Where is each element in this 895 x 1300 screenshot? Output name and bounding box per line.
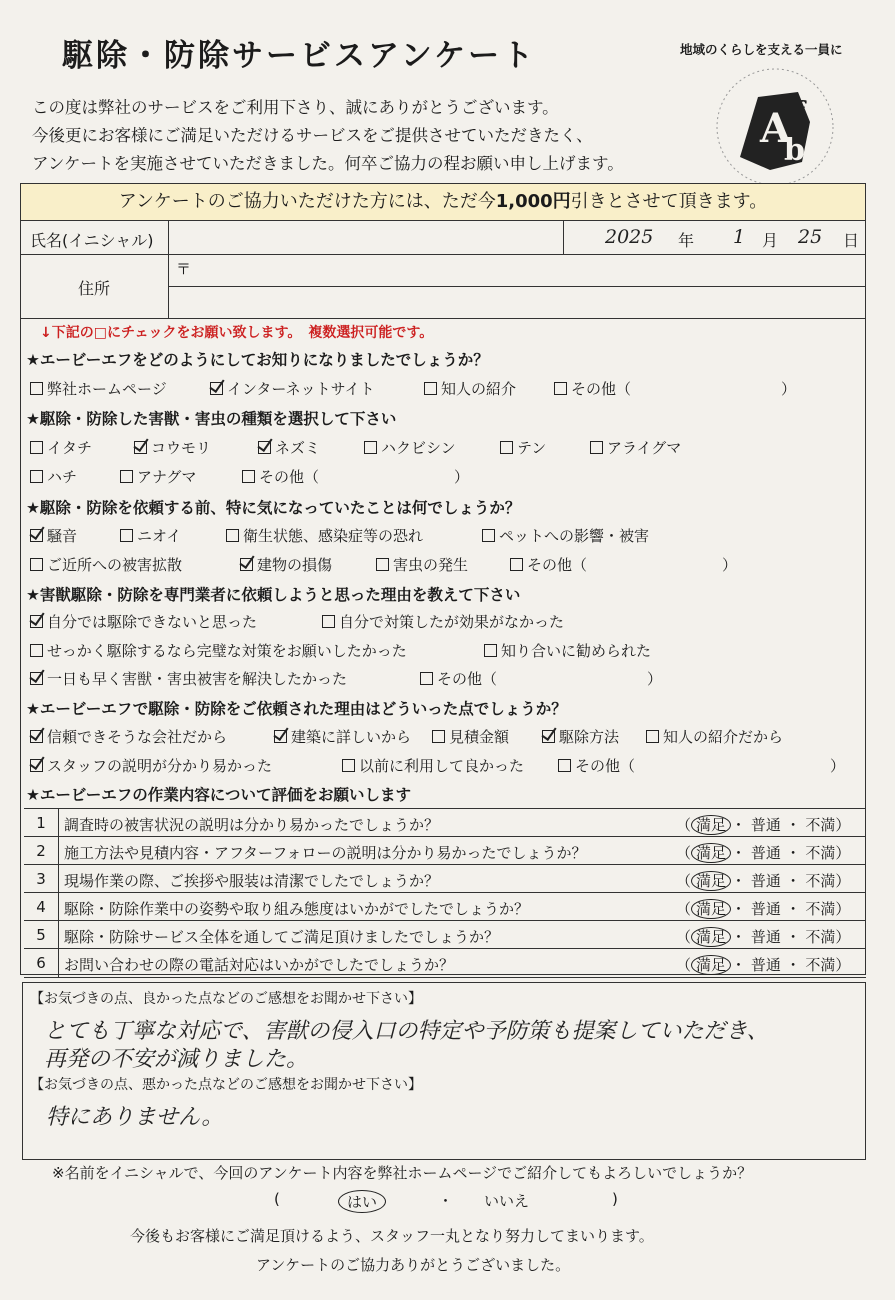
option-label: アナグマ <box>137 468 197 486</box>
option-label: ペットへの影響・被害 <box>499 527 650 545</box>
day-label: 日 <box>843 231 860 250</box>
option-row <box>30 611 860 631</box>
checkbox-icon <box>420 672 433 685</box>
checkbox-icon <box>376 558 389 571</box>
option-label: 建築に詳しいから <box>291 728 412 746</box>
option-label: スタッフの説明が分かり易かった <box>47 757 273 775</box>
check-notice: ↓下記の□にチェックをお願い致します。 複数選択可能です。 <box>40 325 434 341</box>
checkbox-option[interactable] <box>558 755 845 776</box>
checkbox-option[interactable] <box>134 437 211 458</box>
option-label: ネズミ <box>275 439 321 457</box>
checkbox-icon <box>120 529 133 542</box>
checkbox-icon <box>30 470 43 483</box>
bad-comments-label: 【お気づきの点、悪かった点などのご感想をお聞かせ下さい】 <box>30 1077 422 1093</box>
checked-checkbox-icon <box>30 615 43 628</box>
row-number: 2 <box>36 842 46 860</box>
option-label: 一日も早く害獣・害虫被害を解決したかった <box>47 670 348 688</box>
checked-checkbox-icon <box>30 759 43 772</box>
consent-question: ※名前をイニシャルで、今回のアンケート内容を弊社ホームページでご紹介してもよろしいでしょうか？ <box>52 1164 753 1182</box>
checkbox-option[interactable] <box>30 378 167 399</box>
intro-text <box>32 94 624 178</box>
checkbox-icon <box>364 441 377 454</box>
option-label: 弊社ホームページ <box>47 380 167 398</box>
discount-banner <box>21 184 865 221</box>
evaluation-row <box>24 892 866 921</box>
rating-option[interactable]: 不満 <box>805 844 836 862</box>
rating-option[interactable]: 不満 <box>805 872 836 890</box>
option-label: 自分で対策したが効果がなかった <box>339 613 565 631</box>
checked-checkbox-icon <box>542 730 555 743</box>
page-title: 駆除・防除サービスアンケート <box>62 38 537 74</box>
checkbox-option[interactable] <box>30 668 347 689</box>
checkbox-option[interactable] <box>226 525 423 546</box>
checked-checkbox-icon <box>134 441 147 454</box>
checkbox-option[interactable] <box>420 668 662 689</box>
evaluation-row <box>24 864 866 893</box>
checkbox-option[interactable] <box>30 525 77 546</box>
evaluation-question: 駆除・防除サービス全体を通してご満足頂けましたでしょうか？ <box>64 928 500 946</box>
rating-option[interactable]: 普通 <box>750 956 781 974</box>
option-label: ご近所への被害拡散 <box>47 556 183 574</box>
checkbox-option[interactable] <box>30 640 407 661</box>
option-label: 駆除方法 <box>559 728 620 746</box>
row-number: 1 <box>36 814 46 832</box>
date-day: 25 <box>798 226 823 248</box>
checkbox-option[interactable] <box>30 554 182 575</box>
checkbox-icon <box>500 441 513 454</box>
postal-mark: 〒 <box>176 260 192 278</box>
option-row <box>30 668 860 688</box>
checkbox-icon <box>646 730 659 743</box>
evaluation-heading: ★エービーエフの作業内容について評価をお願いします <box>26 786 411 804</box>
rating-option[interactable]: 不満 <box>805 816 836 834</box>
svg-text:f: f <box>794 97 806 127</box>
rating-options[interactable]: （ 満足 ・ 普通 ・ 不満） <box>676 844 851 862</box>
checkbox-option[interactable] <box>432 726 509 747</box>
rating-options[interactable]: （ 満足 ・ 普通 ・ 不満） <box>676 900 851 918</box>
good-comments-label: 【お気づきの点、良かった点などのご感想をお聞かせ下さい】 <box>30 991 422 1007</box>
svg-text:b: b <box>784 133 805 168</box>
option-label: 見積金額 <box>449 728 510 746</box>
consent-yes-selected[interactable]: はい <box>338 1190 386 1213</box>
checkbox-option[interactable] <box>240 554 332 575</box>
question-heading: ★害獣駆除・防除を専門業者に依頼しようと思った理由を教えて下さい <box>26 586 521 604</box>
option-label: その他（ ） <box>437 670 663 688</box>
option-label: ハチ <box>47 468 78 486</box>
rating-option[interactable]: 普通 <box>750 928 781 946</box>
checked-checkbox-icon <box>274 730 287 743</box>
month-label: 月 <box>762 231 779 250</box>
checkbox-icon <box>554 382 567 395</box>
banner-amount: 1,000円 <box>495 191 571 212</box>
rating-option[interactable]: 普通 <box>750 872 781 890</box>
address-label: 住所 <box>78 279 111 298</box>
option-label: ハクビシン <box>381 439 456 457</box>
checkbox-option[interactable] <box>30 726 227 747</box>
checkbox-option[interactable] <box>242 466 469 487</box>
name-label: 氏名(イニシャル) <box>30 231 154 250</box>
option-label: 騒音 <box>47 527 78 545</box>
checkbox-icon <box>30 441 43 454</box>
evaluation-question: 調査時の被害状況の説明は分かり易かったでしょうか？ <box>64 816 440 834</box>
intro-line: 今後更にお客様にご満足いただけるサービスをご提供させていただきたく、 <box>32 126 593 145</box>
abf-logo-icon <box>710 62 840 192</box>
checkbox-option[interactable] <box>424 378 516 399</box>
option-label: その他（ ） <box>259 468 470 486</box>
option-row <box>30 525 860 545</box>
year-label: 年 <box>678 231 695 250</box>
option-label: 以前に利用して良かった <box>359 757 525 775</box>
evaluation-row <box>24 808 866 837</box>
checkbox-option[interactable] <box>590 437 681 458</box>
row-divider <box>168 286 865 287</box>
option-label: その他（ ） <box>575 757 846 775</box>
option-row <box>30 755 860 775</box>
checkbox-option[interactable] <box>510 554 737 575</box>
question-heading: ★エービーエフで駆除・防除をご依頼された理由はどういった点でしょうか？ <box>26 700 567 718</box>
good-comment-line: 再発の不安が減りました。 <box>44 1047 309 1072</box>
question-heading: ★エービーエフをどのようにしてお知りになりましたでしょうか？ <box>26 351 489 369</box>
option-label: 建物の損傷 <box>257 556 333 574</box>
checkbox-option[interactable] <box>30 755 272 776</box>
option-row <box>30 640 860 660</box>
rating-selected[interactable]: 満足 <box>691 843 731 863</box>
checkbox-icon <box>120 470 133 483</box>
rating-option[interactable]: 不満 <box>805 900 836 918</box>
option-label: ニオイ <box>137 527 182 545</box>
rating-selected[interactable]: 満足 <box>691 899 731 919</box>
row-number: 5 <box>36 926 46 944</box>
checked-checkbox-icon <box>30 672 43 685</box>
option-row <box>30 726 860 746</box>
row-number: 6 <box>36 954 46 972</box>
checked-checkbox-icon <box>210 382 223 395</box>
option-label: 知り合いに勧められた <box>501 642 652 660</box>
option-row <box>30 554 860 574</box>
checkbox-icon <box>484 644 497 657</box>
question-heading: ★駆除・防除を依頼する前、特に気になっていたことは何でしょうか？ <box>26 499 521 517</box>
checkbox-option[interactable] <box>30 611 257 632</box>
checkbox-icon <box>510 558 523 571</box>
option-label: その他（ ） <box>527 556 738 574</box>
checkbox-icon <box>482 529 495 542</box>
checkbox-option[interactable] <box>542 726 619 747</box>
rating-option[interactable]: 普通 <box>750 816 781 834</box>
rating-options[interactable]: （ 満足 ・ 普通 ・ 不満） <box>676 928 851 946</box>
checkbox-option[interactable] <box>342 755 524 776</box>
banner-pre: アンケートのご協力いただけた方には、ただ今 <box>118 191 496 212</box>
checkbox-option[interactable] <box>364 437 456 458</box>
checkbox-option[interactable] <box>210 378 375 399</box>
checkbox-icon <box>30 644 43 657</box>
evaluation-row <box>24 920 866 949</box>
row-number: 3 <box>36 870 46 888</box>
row-number: 4 <box>36 898 46 916</box>
evaluation-question: 施工方法や見積内容・アフターフォローの説明は分かり易かったでしょうか？ <box>64 844 587 862</box>
option-label: その他（ ） <box>571 380 797 398</box>
checkbox-option[interactable] <box>500 437 546 458</box>
rating-selected[interactable]: 満足 <box>691 927 731 947</box>
closing-line: 今後もお客様にご満足頂けるよう、スタッフ一丸となり努力してまいります。 <box>130 1227 654 1245</box>
checkbox-icon <box>432 730 445 743</box>
option-label: 害虫の発生 <box>393 556 469 574</box>
rating-option[interactable]: 不満 <box>805 928 836 946</box>
rating-option[interactable]: 不満 <box>805 956 836 974</box>
checkbox-icon <box>342 759 355 772</box>
option-label: コウモリ <box>151 439 212 457</box>
rating-options[interactable]: （ 満足 ・ 普通 ・ 不満） <box>676 872 851 890</box>
checked-checkbox-icon <box>30 730 43 743</box>
checkbox-option[interactable] <box>30 437 92 458</box>
banner-post: 引きとさせて頂きます。 <box>570 191 768 212</box>
checkbox-option[interactable] <box>484 640 651 661</box>
rating-options[interactable]: （ 満足 ・ 普通 ・ 不満） <box>676 816 851 834</box>
rating-option[interactable]: 普通 <box>750 844 781 862</box>
good-comment-line: とても丁寧な対応で、害獣の侵入口の特定や予防策も提案していただき、 <box>44 1019 769 1044</box>
row-divider <box>21 254 865 255</box>
evaluation-question: 現場作業の際、ご挨拶や服装は清潔でしたでしょうか？ <box>64 872 440 890</box>
checkbox-option[interactable] <box>376 554 468 575</box>
checkbox-option[interactable] <box>258 437 320 458</box>
separator-dot: ・ <box>438 1192 454 1210</box>
evaluation-row <box>24 948 866 978</box>
paren-open: ( <box>274 1190 280 1208</box>
option-row <box>30 466 860 486</box>
column-divider <box>168 220 169 318</box>
logo-tagline: 地域のくらしを支える一員に <box>680 42 843 57</box>
checkbox-option[interactable] <box>322 611 564 632</box>
row-divider <box>21 318 865 319</box>
checkbox-option[interactable] <box>120 466 196 487</box>
rating-selected[interactable]: 満足 <box>691 955 731 975</box>
svg-text:A: A <box>760 105 792 152</box>
date-year: 2025 <box>605 226 654 248</box>
question-heading: ★駆除・防除した害獣・害虫の種類を選択して下さい <box>26 410 397 428</box>
option-row <box>30 378 860 398</box>
checkbox-icon <box>30 382 43 395</box>
option-label: インターネットサイト <box>227 380 375 398</box>
checkbox-icon <box>590 441 603 454</box>
option-label: 自分では駆除できないと思った <box>47 613 258 631</box>
checkbox-option[interactable] <box>120 525 181 546</box>
checked-checkbox-icon <box>240 558 253 571</box>
checkbox-option[interactable] <box>646 726 783 747</box>
option-label: イタチ <box>47 439 93 457</box>
rating-selected[interactable]: 満足 <box>691 871 731 891</box>
option-label: 知人の紹介 <box>441 380 517 398</box>
checkbox-option[interactable] <box>30 466 77 487</box>
company-logo <box>680 40 855 190</box>
date-month: 1 <box>733 226 746 248</box>
option-label: 知人の紹介だから <box>663 728 784 746</box>
checkbox-icon <box>424 382 437 395</box>
checkbox-icon <box>322 615 335 628</box>
bad-comment-line: 特にありません。 <box>46 1105 224 1130</box>
checkbox-option[interactable] <box>482 525 649 546</box>
checked-checkbox-icon <box>30 529 43 542</box>
checkbox-icon <box>242 470 255 483</box>
option-label: 信頼できそうな会社だから <box>47 728 228 746</box>
option-label: テン <box>517 439 547 457</box>
checkbox-icon <box>30 558 43 571</box>
checkbox-option[interactable] <box>274 726 411 747</box>
rating-option[interactable]: 普通 <box>750 900 781 918</box>
evaluation-question: お問い合わせの際の電話対応はいかがでしたでしょうか？ <box>64 956 455 974</box>
checked-checkbox-icon <box>258 441 271 454</box>
closing-line: アンケートのご協力ありがとうございました。 <box>256 1256 571 1274</box>
intro-line: この度は弊社のサービスをご利用下さり、誠にありがとうございます。 <box>32 98 559 117</box>
intro-line: アンケートを実施させていただきました。何卒ご協力の程お願い申し上げます。 <box>32 154 624 173</box>
evaluation-row <box>24 836 866 865</box>
checkbox-option[interactable] <box>554 378 796 399</box>
rating-options[interactable]: （ 満足 ・ 普通 ・ 不満） <box>676 956 851 974</box>
checkbox-icon <box>558 759 571 772</box>
paren-close: ) <box>612 1190 618 1208</box>
evaluation-question: 駆除・防除作業中の姿勢や取り組み態度はいかがでしたでしょうか？ <box>64 900 530 918</box>
option-label: せっかく駆除するなら完璧な対策をお願いしたかった <box>47 642 407 660</box>
option-label: 衛生状態、感染症等の恐れ <box>243 527 424 545</box>
option-label: アライグマ <box>607 439 682 457</box>
option-row <box>30 437 860 457</box>
consent-no[interactable]: いいえ <box>484 1192 530 1210</box>
name-field[interactable] <box>172 222 560 252</box>
checkbox-icon <box>226 529 239 542</box>
address-field[interactable] <box>172 288 862 316</box>
rating-selected[interactable]: 満足 <box>691 815 731 835</box>
